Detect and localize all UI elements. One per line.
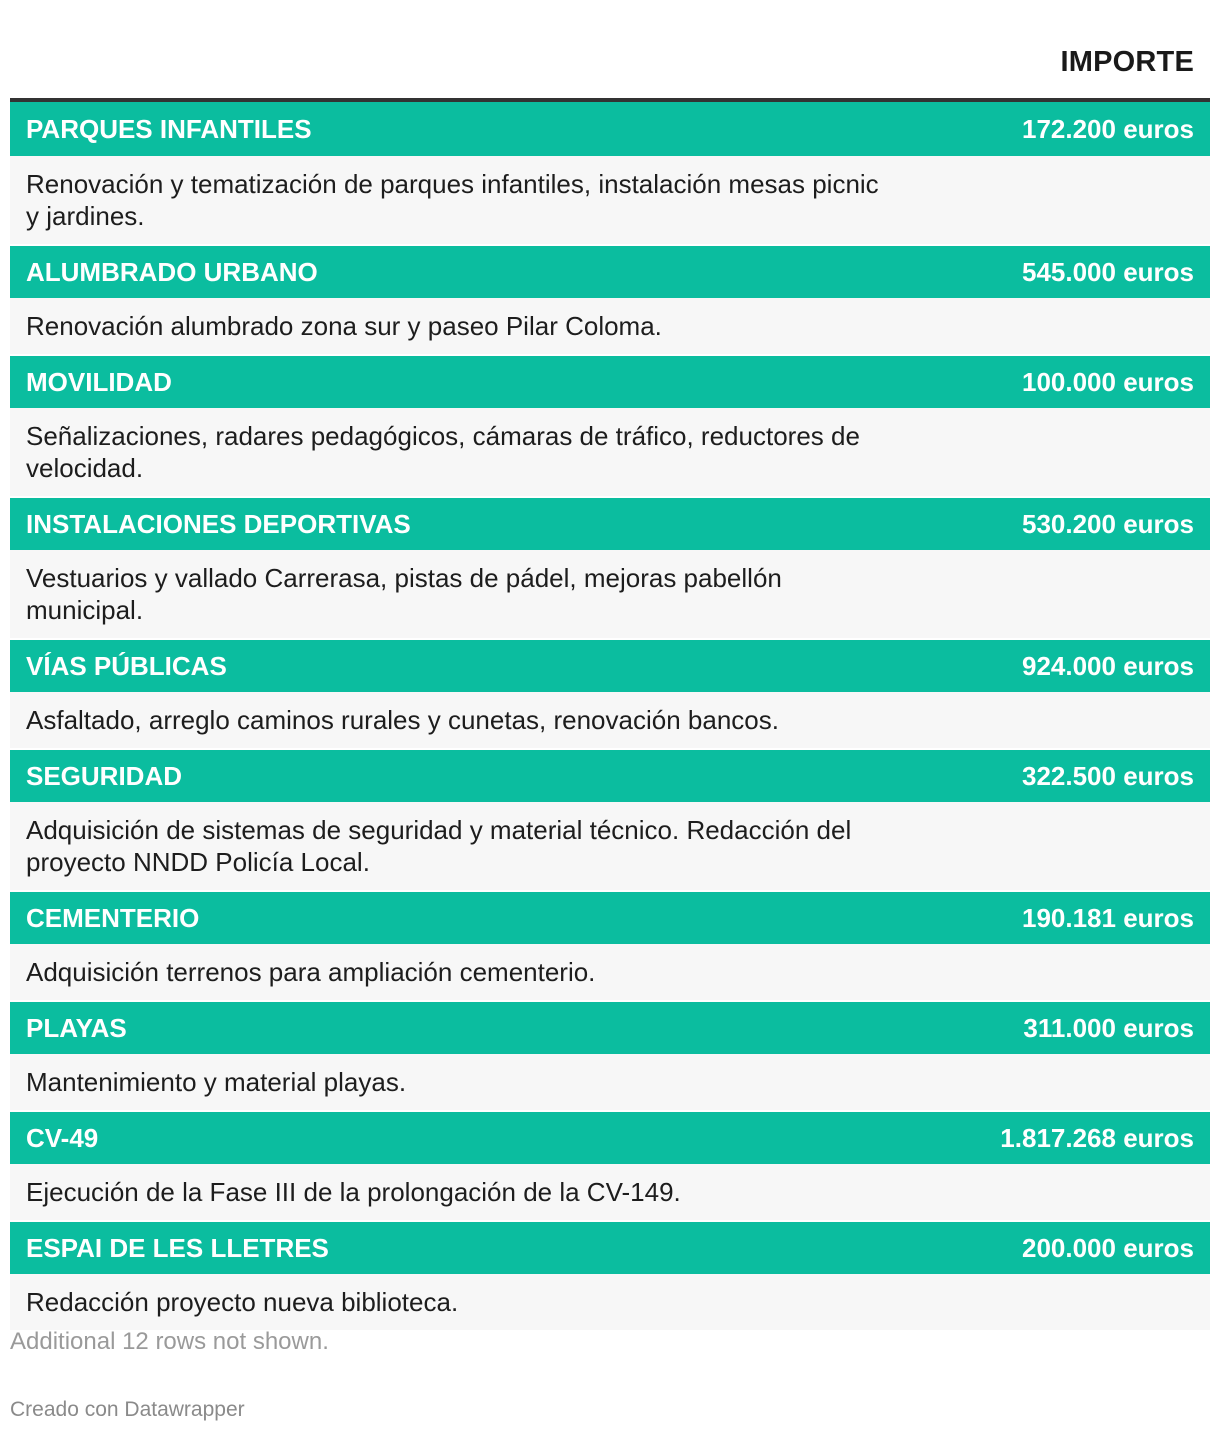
category-amount: 1.817.268 euros [1000, 1122, 1194, 1153]
description-row [10, 1274, 1210, 1330]
description-text: Asfaltado, arreglo caminos rurales y cunetas, renovación bancos. [26, 705, 779, 735]
category-name: CV-49 [26, 1122, 99, 1153]
category-amount: 924.000 euros [1021, 650, 1194, 681]
category-amount: 311.000 euros [1023, 1012, 1194, 1043]
category-row [10, 496, 1210, 550]
datawrapper-credit: Creado con Datawrapper [10, 1398, 245, 1421]
category-row [10, 748, 1210, 802]
description-row [10, 550, 1210, 638]
budget-table [10, 0, 1210, 1330]
amount-column-header: IMPORTE [1060, 46, 1194, 78]
description-row [10, 408, 1210, 496]
description-text: Ejecución de la Fase III de la prolongación de la CV-149. [26, 1177, 681, 1207]
category-row [10, 638, 1210, 692]
description-text: Adquisición de sistemas de seguridad y material técnico. Redacción del proyecto NNDD Policía Local. [26, 815, 852, 877]
description-text: Vestuarios y vallado Carrerasa, pistas de pádel, mejoras pabellón municipal. [26, 563, 782, 625]
description-text: Mantenimiento y material playas. [26, 1067, 407, 1097]
description-row [10, 944, 1210, 1000]
description-row [10, 1164, 1210, 1220]
category-amount: 322.500 euros [1021, 760, 1194, 791]
description-row [10, 298, 1210, 354]
category-name: VÍAS PÚBLICAS [26, 650, 227, 681]
description-row [10, 1054, 1210, 1110]
category-amount: 530.200 euros [1021, 508, 1194, 539]
category-name: PLAYAS [26, 1012, 127, 1043]
category-name: INSTALACIONES DEPORTIVAS [26, 508, 411, 539]
description-row [10, 802, 1210, 890]
category-row [10, 1220, 1210, 1274]
category-row [10, 1000, 1210, 1054]
category-amount: 200.000 euros [1021, 1232, 1194, 1263]
description-text: Adquisición terrenos para ampliación cementerio. [26, 957, 596, 987]
category-row [10, 1110, 1210, 1164]
description-row [10, 156, 1210, 244]
category-name: CEMENTERIO [26, 902, 200, 933]
description-text: Renovación alumbrado zona sur y paseo Pilar Coloma. [26, 311, 662, 341]
category-amount: 100.000 euros [1021, 366, 1194, 397]
table-header [10, 0, 1210, 102]
table-body [10, 102, 1210, 1330]
category-row [10, 244, 1210, 298]
description-text: Señalizaciones, radares pedagógicos, cámaras de tráfico, reductores de velocidad. [26, 421, 860, 483]
description-text: Renovación y tematización de parques infantiles, instalación mesas picnic y jardines. [26, 169, 879, 231]
category-amount: 172.200 euros [1021, 113, 1194, 144]
category-row [10, 354, 1210, 408]
category-name: ALUMBRADO URBANO [26, 256, 318, 287]
category-amount: 545.000 euros [1021, 256, 1194, 287]
description-text: Redacción proyecto nueva biblioteca. [26, 1287, 459, 1317]
description-row [10, 692, 1210, 748]
category-name: MOVILIDAD [26, 366, 172, 397]
category-amount: 190.181 euros [1021, 902, 1194, 933]
rows-not-shown-note: Additional 12 rows not shown. [10, 1328, 329, 1355]
category-name: SEGURIDAD [26, 760, 183, 791]
category-row [10, 890, 1210, 944]
category-name: ESPAI DE LES LLETRES [26, 1232, 329, 1263]
category-name: PARQUES INFANTILES [26, 113, 312, 144]
category-row [10, 102, 1210, 156]
